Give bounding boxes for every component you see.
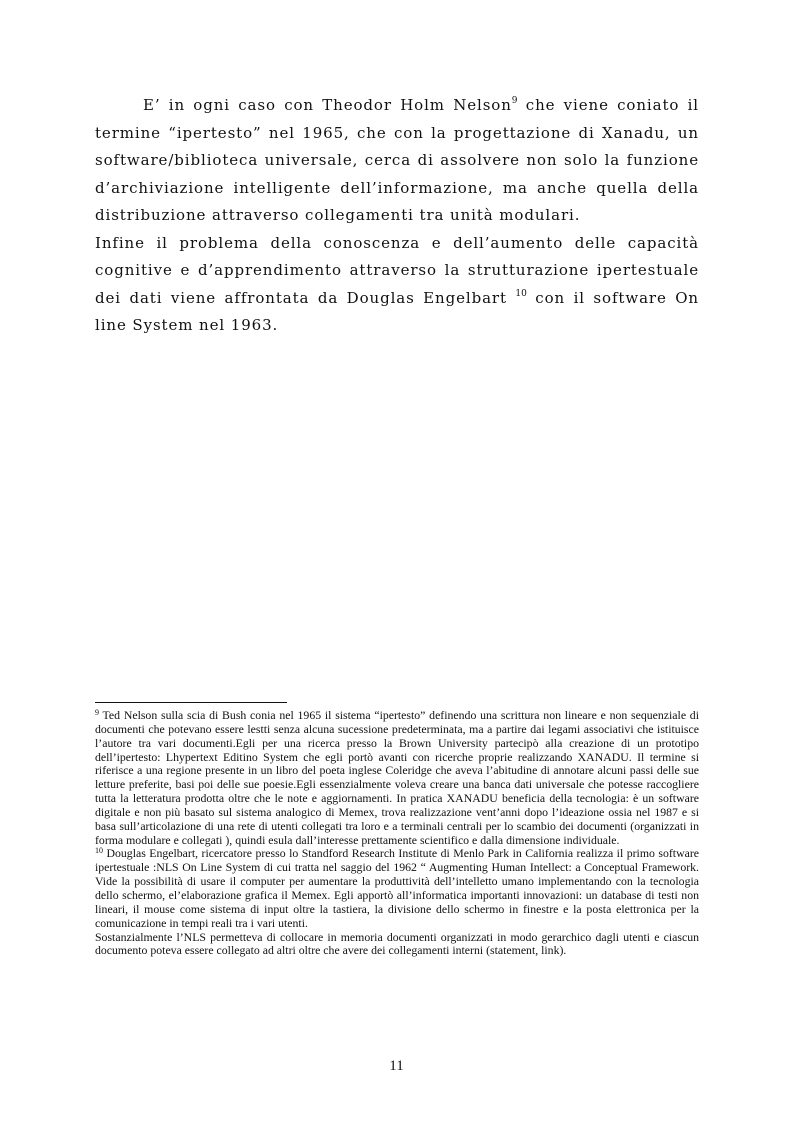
main-text bbox=[95, 92, 699, 340]
footnote-number: 10 bbox=[95, 846, 103, 856]
footnote-9 bbox=[95, 709, 699, 847]
paragraph-engelbart bbox=[95, 230, 699, 340]
footnote-10-continued bbox=[95, 931, 699, 959]
page-number: 11 bbox=[389, 1058, 404, 1074]
footnote-text: Douglas Engelbart, ricercatore presso lo Standford Research Institute di Menlo Park in California realizza il primo software ipertestuale :NLS On Line System di cui tratta nel saggio del 1962 “ Augmenting Human Intellect: a Conceptual Framework. Vide la possibilità di usare il computer per aumentare la produttività dell’intelletto umano implementando con la tecnologia dello schermo, el’elaborazione grafica il Memex. Egli apportò all’informatica importanti innovazioni: un database di testi non lineari, il mouse come sistema di input oltre la tastiera, la divisione dello schermo in finestre e la posta elettronica per la comunicazione in tempi reali tra i vari utenti. bbox=[95, 846, 699, 930]
footnote-ref-9[interactable]: 9 bbox=[511, 96, 518, 106]
footnote-10 bbox=[95, 847, 699, 930]
footnote-ref-10[interactable]: 10 bbox=[515, 288, 527, 299]
footnote-separator bbox=[95, 702, 287, 703]
paragraph-text: con il software On line System nel 1963. bbox=[95, 288, 699, 334]
paragraph-text: E’ in ogni caso con Theodor Holm Nelson bbox=[143, 96, 512, 114]
paragraph-text: Infine il problema della conoscenza e dell’aumento delle capacità cognitive e d’apprendimento attraverso la strutturazione ipertestuale dei dati viene affrontata da Douglas Engelbart bbox=[95, 233, 699, 307]
footnotes bbox=[95, 709, 699, 958]
footnote-text: Sostanzialmente l’NLS permetteva di collocare in memoria documenti organizzati in modo gerarchico dagli utenti e ciascun documento poteva essere collegato ad altri oltre che avere dei collegamenti interni (statement, link). bbox=[95, 929, 699, 958]
footnote-number: 9 bbox=[95, 708, 99, 717]
paragraph-nelson bbox=[95, 92, 699, 230]
footnote-text: Ted Nelson sulla scia di Bush conia nel 1965 il sistema “ipertesto” definendo una scrittura non lineare e non sequenziale di documenti che potevano essere lestti senza alcuna sucessione predeterminata, ma a partire dai legami associativi che istituisce l’autore tra vari documenti.Egli per una ricerca presso la Brown University partecipò alla creazione di un prototipo dell’ipertesto: Lhypertext Editino System che egli portò avanti con ricerche proprie realizzando XANADU. Il termine si riferisce a una regione presente in un libro del poeta inglese Coleridge che aveva l’abitudine di annotare alcuni passi delle sue letture preferite, basi poi delle sue poesie.Egli essenzialmente voleva creare una banca dati universale che potesse raccogliere tutta la letteratura prodotta oltre che le note e aggiornamenti. In pratica XANADU beneficia della tecnologia: è un software digitale e non più basato sul sistema analogico di Memex, trova realizzazione vent’anni dopo l’ideazione ossia nel 1987 e si basa sull’articolazione di una rete di utenti collegati tra loro e a terminali centrali per lo scambio dei documenti (organizzati in forma modulare e collegati ), quindi esula dall’interesse prettamente scientifico e dalla dimensione individuale. bbox=[95, 708, 699, 847]
paragraph-text: che viene coniato il termine “ipertesto” nel 1965, che con la progettazione di Xanadu, un software/biblioteca universale, cerca di assolvere non solo la funzione d’archiviazione intelligente dell’informazione, ma anche quella della distribuzione attraverso collegamenti tra unità modulari. bbox=[95, 96, 699, 224]
